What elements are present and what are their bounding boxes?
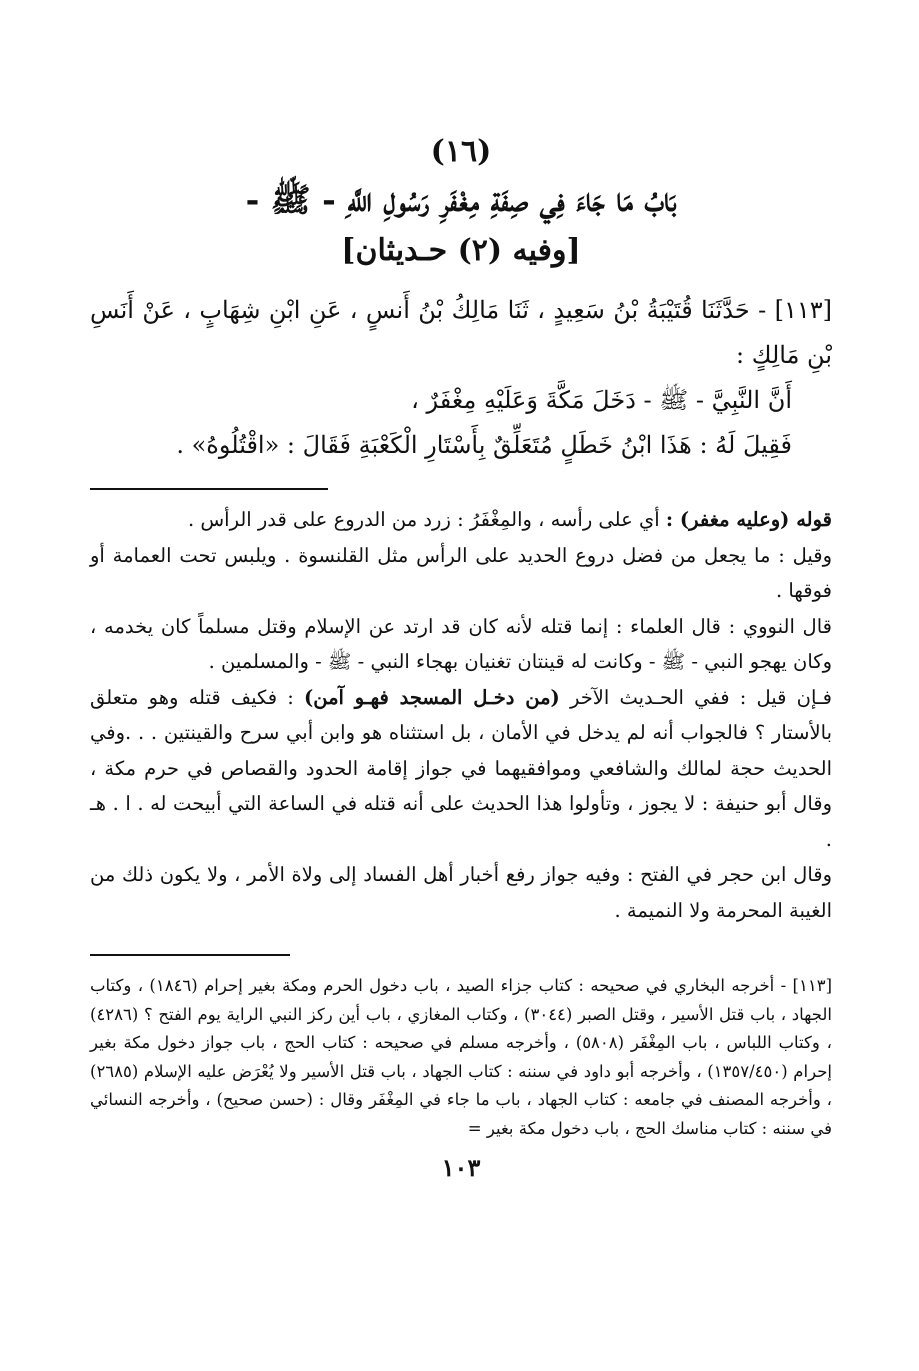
hadith-isnad: [١١٣] - حَدَّثَنَا قُتَيْبَةُ بْنُ سَعِيدٍ ، ثَنَا مَالِكُ بْنُ أَنسٍ ، عَنِ ابْنِ شِهَابٍ ، عَنْ أَنَسِ بْنِ مَالِكٍ : [90,296,832,369]
chapter-number: (١٦) [430,134,492,169]
commentary-paragraph [90,502,832,538]
commentary-lemma: قوله (وعليه مغفر) : [665,508,832,531]
commentary [90,502,832,928]
section-divider [90,488,328,490]
commentary-quote: (من دخـل المسجد فهـو آمن) [304,685,560,709]
commentary-paragraph: قال النووي : قال العلماء : إنما قتله لأنه كان قد ارتد عن الإسلام وقتل مسلماً كان يخدمه ، وكان يهجو النبي - ﷺ - وكانت له قينتان تغنيان بهجاء النبي - ﷺ - والمسلمين . [90,614,832,673]
chapter-subtitle: [وفيه (٢) حـديثان] [341,233,581,268]
commentary-paragraph: وقال ابن حجر في الفتح : وفيه جواز رفع أخبار أهل الفساد إلى ولاة الأمر ، ولا يكون ذلك من الغيبة المحرمة ولا النميمة . [90,863,832,922]
footnote-text: [١١٣] - أخرجه البخاري في صحيحه : كتاب جزاء الصيد ، باب دخول الحرم ومكة بغير إحرام (١٨٤٦) ، وكتاب الجهاد ، باب قتل الأسير ، وقتل الصبر (٣٠٤٤) ، وكتاب المغازي ، باب أين ركز النبي الراية يوم الفتح ؟ (٤٢٨٦) ، وكتاب اللباس ، باب المِغْفَر (٥٨٠٨) ، وأخرجه مسلم في صحيحه : كتاب الحج ، باب جواز دخول مكة بغير إحرام (١٣٥٧/٤٥٠) ، وأخرجه أبو داود في سننه : كتاب الجهاد ، باب قتل الأسير ولا يُعْرَض عليه الإسلام (٢٦٨٥) ، وأخرجه المصنف في جامعه : كتاب الجهاد ، باب ما جاء في المِغْفَر وقال : (حسن صحيح) ، وأخرجه النسائي في سننه : كتاب مناسك الحج ، باب دخول مكة بغير = [90,976,833,1138]
commentary-text: فـإن قيل : ففي الحـديث الآخر [559,685,832,709]
hadith-matn-line: أَنَّ النَّبِيَّ - ﷺ - دَخَلَ مَكَّةَ وَعَلَيْهِ مِغْفَرٌ ، [411,386,792,414]
chapter-title: بَابُ مَا جَاءَ فِي صِفَةِ مِغْفَرِ رَسُولِ اللَّهِ - ﷺ - [245,180,677,219]
commentary-paragraph: وقيل : ما يجعل من فضل دروع الحديد على الرأس مثل القلنسوة . ويلبس تحت العمامة أو فوقها . [90,543,832,602]
hadith-text [90,288,832,468]
commentary-paragraph [90,680,832,858]
commentary-text: : فكيف قتله وهو متعلق بالأستار ؟ فالجواب أنه لم يدخل في الأمان ، بل استثناه هو وابن أبي سرح والقينتين . . .وفي الحديث حجة لمالك والشافعي وموافقيهما في جواز إقامة الحدود والقصاص في حرم مكة ، وقال أبو حنيفة : لا يجوز ، وتأولوا هذا الحديث على أنه قتله في الساعة التي أبيحت له . ا . هـ . [90,685,832,851]
footnote [90,972,832,1143]
page [90,130,832,1182]
page-number: ١٠٣ [441,1153,481,1182]
footnote-divider [90,954,290,956]
hadith-matn-line: فَقِيلَ لَهُ : هَذَا ابْنُ خَطَلٍ مُتَعَلِّقٌ بِأَسْتَارِ الْكَعْبَةِ فَقَالَ : «اقْتُلُوهُ» . [176,431,792,459]
commentary-text: أي على رأسه ، والمِغْفَرُ : زرد من الدروع على قدر الرأس . [187,508,666,531]
